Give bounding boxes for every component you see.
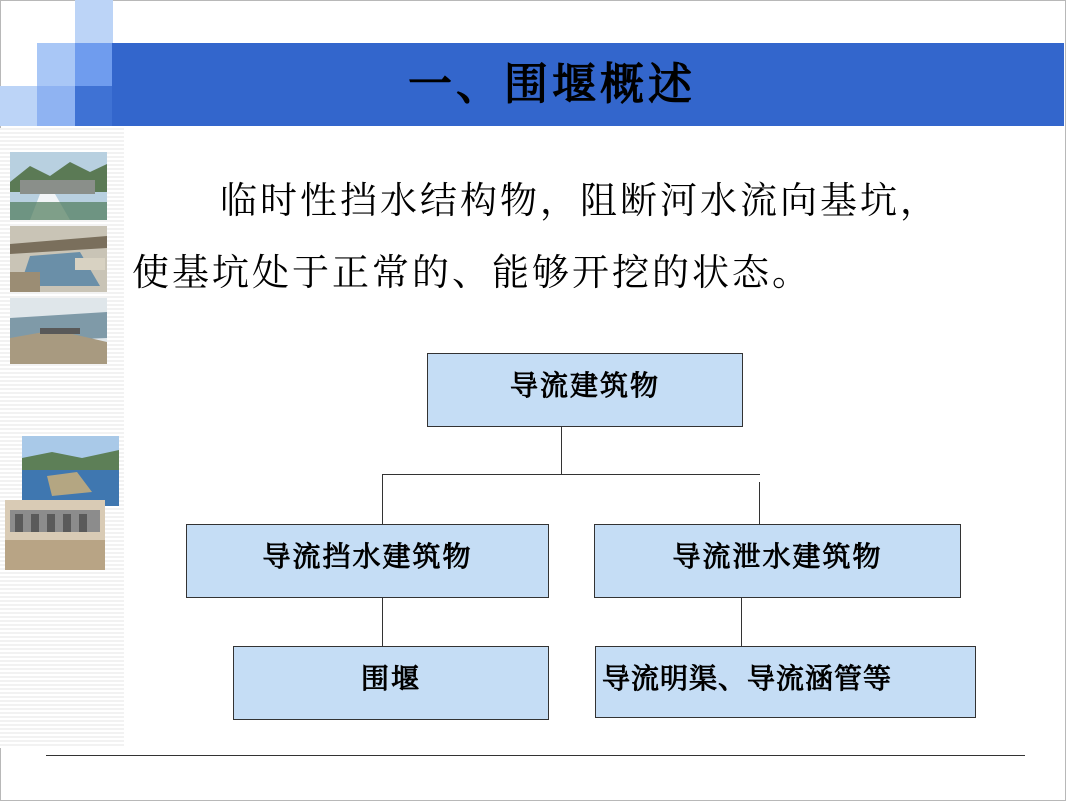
bottom-rule — [46, 755, 1025, 756]
dam-photo-5 — [5, 500, 105, 570]
dam-photo-3 — [10, 298, 107, 364]
connector-right-down — [759, 482, 760, 524]
node-retaining-structures: 导流挡水建筑物 — [186, 524, 549, 598]
slide-title: 一、围堰概述 — [408, 59, 696, 110]
definition-paragraph — [132, 165, 1057, 309]
paragraph-line-2: 使基坑处于正常的、能够开挖的状态。 — [132, 251, 812, 294]
connector-left-down — [382, 474, 383, 524]
connector-left-leaf — [382, 597, 383, 646]
dam-photo-4 — [22, 436, 119, 506]
node-channels-culverts: 导流明渠、导流涵管等 — [595, 646, 976, 718]
node-discharge-structures: 导流泄水建筑物 — [594, 524, 961, 598]
connector-root-down — [561, 426, 562, 474]
dam-photo-1 — [10, 152, 107, 220]
node-diversion-structures: 导流建筑物 — [427, 353, 743, 427]
dam-photo-2 — [10, 226, 107, 292]
paragraph-line-1: 临时性挡水结构物，阻断河水流向基坑， — [220, 179, 940, 222]
connector-right-leaf — [741, 597, 742, 646]
connector-horizontal — [382, 474, 760, 475]
node-cofferdam: 围堰 — [233, 646, 549, 720]
